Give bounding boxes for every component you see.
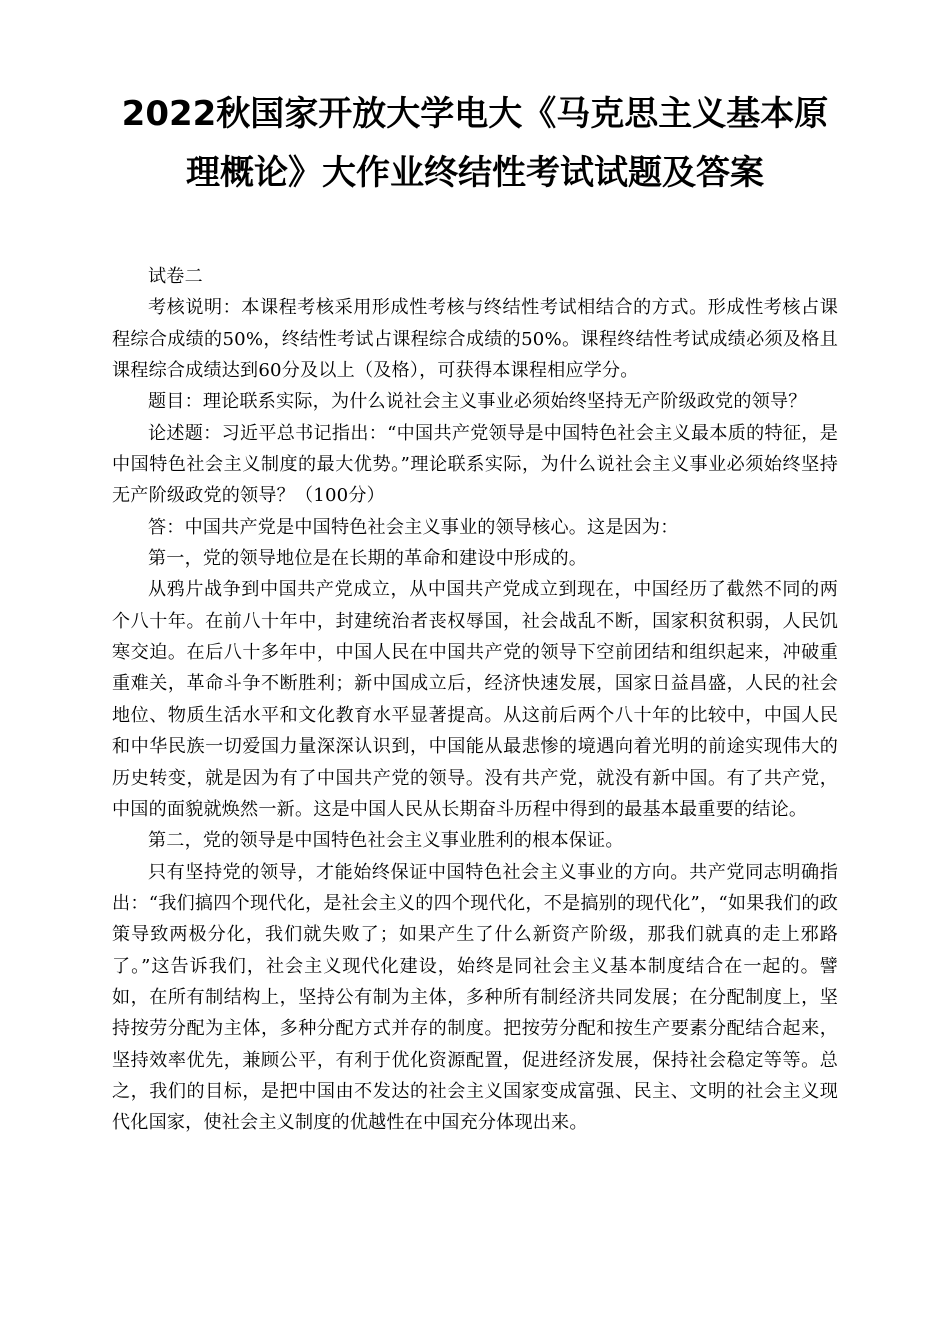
question-topic: 题目：理论联系实际，为什么说社会主义事业必须始终坚持无产阶级政党的领导？ xyxy=(148,391,807,413)
paper-label: 试卷二 xyxy=(148,266,203,287)
document-body xyxy=(112,261,838,1139)
point-one-heading: 第一，党的领导地位是在长期的革命和建设中形成的。 xyxy=(148,548,588,570)
exam-instructions: 考核说明：本课程考核采用形成性考核与终结性考试相结合的方式。形成性考核占课程综合成绩的50%，终结性考试占课程综合成绩的50%。课程终结性考试成绩必须及格且课程综合成绩达到60分及以上（及格），可获得本课程相应学分。 xyxy=(112,297,838,382)
point-two-heading: 第二，党的领导是中国特色社会主义事业胜利的根本保证。 xyxy=(148,830,624,852)
answer-intro: 答：中国共产党是中国特色社会主义事业的领导核心。这是因为： xyxy=(148,516,679,538)
document-title-line-2: 理概论》大作业终结性考试试题及答案 xyxy=(186,153,764,193)
document-title-line-1: 2022秋国家开放大学电大《马克思主义基本原 xyxy=(121,94,829,134)
essay-question: 论述题：习近平总书记指出：“中国共产党领导是中国特色社会主义最本质的特征，是中国特色社会主义制度的最大优势。”理论联系实际，为什么说社会主义事业必须始终坚持无产阶级政党的领导？（100分） xyxy=(112,422,838,507)
point-two-body: 只有坚持党的领导，才能始终保证中国特色社会主义事业的方向。共产党同志明确指出：“我们搞四个现代化，是社会主义的四个现代化，不是搞别的现代化”，“如果我们的政策导致两极分化，我们就失败了；如果产生了什么新资产阶级，那我们就真的走上邪路了。”这告诉我们，社会主义现代化建设，始终是同社会主义基本制度结合在一起的。譬如，在所有制结构上，坚持公有制为主体，多种所有制经济共同发展；在分配制度上，坚持按劳分配为主体，多种分配方式并存的制度。把按劳分配和按生产要素分配结合起来，坚持效率优先，兼顾公平，有利于优化资源配置，促进经济发展，保持社会稳定等等。总之，我们的目标，是把中国由不发达的社会主义国家变成富强、民主、文明的社会主义现代化国家，使社会主义制度的优越性在中国充分体现出来。 xyxy=(112,861,838,1134)
point-one-body: 从鸦片战争到中国共产党成立，从中国共产党成立到现在，中国经历了截然不同的两个八十年。在前八十年中，封建统治者丧权辱国，社会战乱不断，国家积贫积弱，人民饥寒交迫。在后八十多年中，中国人民在中国共产党的领导下空前团结和组织起来，冲破重重难关，革命斗争不断胜利；新中国成立后，经济快速发展，国家日益昌盛，人民的社会地位、物质生活水平和文化教育水平显著提高。从这前后两个八十年的比较中，中国人民和中华民族一切爱国力量深深认识到，中国能从最悲惨的境遇向着光明的前途实现伟大的历史转变，就是因为有了中国共产党的领导。没有共产党，就没有新中国。有了共产党，中国的面貌就焕然一新。这是中国人民从长期奋斗历程中得到的最基本最重要的结论。 xyxy=(112,579,838,820)
